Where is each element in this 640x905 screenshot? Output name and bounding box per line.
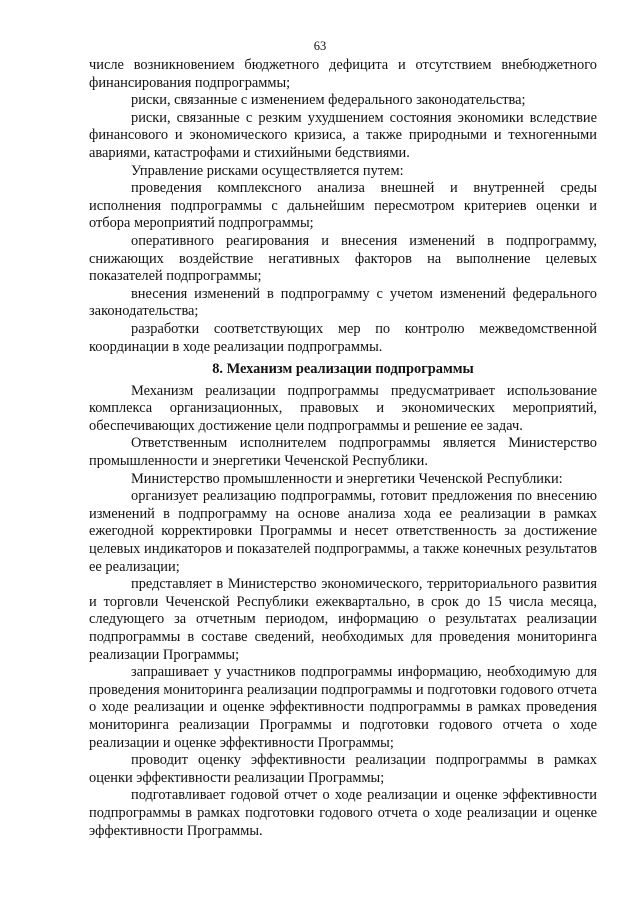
paragraph: разработки соответствующих мер по контролю межведомственной координации в ходе реализации подпрограммы. <box>89 320 597 355</box>
page-number: 63 <box>313 39 327 53</box>
section-heading: 8. Механизм реализации подпрограммы <box>212 361 474 378</box>
paragraph: подготавливает годовой отчет о ходе реализации и оценке эффективности подпрограммы в рамках подготовки годового отчета о ходе реализации и оценке эффективности Программы. <box>89 787 597 839</box>
paragraph: Механизм реализации подпрограммы предусматривает использование комплекса организационных, правовых и экономических мероприятий, обеспечивающих достижение цели подпрограммы и решение ее задач. <box>89 382 597 434</box>
paragraph: Министерство промышленности и энергетики Чеченской Республики: <box>131 470 563 487</box>
paragraph: организует реализацию подпрограммы, готовит предложения по внесению изменений в подпрограмму на основе анализа хода ее реализации в рамках ежегодной корректировки Программы и несет ответственность за достижение целевых индикаторов и показателей подпрограммы, а также конечных результатов ее реализации; <box>89 488 597 575</box>
paragraph: запрашивает у участников подпрограммы информацию, необходимую для проведения мониторинга реализации подпрограммы и подготовки годового отчета о ходе реализации и оценке эффективности подпрограммы в рамках проведения мониторинга реализации Программы и подготовки годового отчета о ходе реализации и оценке эффективности Программы; <box>89 664 597 751</box>
document-body <box>89 57 597 840</box>
paragraph: числе возникновением бюджетного дефицита и отсутствием внебюджетного финансирования подпрограммы; <box>89 57 597 91</box>
paragraph: Управление рисками осуществляется путем: <box>131 162 404 179</box>
paragraph: риски, связанные с резким ухудшением состояния экономики вследствие финансового и экономического кризиса, а также природными и техногенными авариями, катастрофами и стихийными бедствиями. <box>89 109 597 161</box>
paragraph: риски, связанные с изменением федерального законодательства; <box>131 92 526 109</box>
paragraph: проводит оценку эффективности реализации подпрограммы в рамках оценки эффективности реализации Программы; <box>89 752 597 786</box>
section-8-body <box>89 383 597 840</box>
paragraph: внесения изменений в подпрограмму с учетом изменений федерального законодательства; <box>89 285 597 320</box>
paragraph: оперативного реагирования и внесения изменений в подпрограмму, снижающих воздействие негативных факторов на выполнение целевых показателей подпрограммы; <box>89 232 597 285</box>
section-7-continuation <box>89 57 597 356</box>
paragraph: Ответственным исполнителем подпрограммы является Министерство промышленности и энергетики Чеченской Республики. <box>89 435 597 470</box>
paragraph: представляет в Министерство экономического, территориального развития и торговли Чеченской Республики ежеквартально, в срок до 15 числа месяца, следующего за отчетным периодом, информацию о результатах реализации подпрограммы в составе сведений, необходимых для проведения мониторинга реализации Программы; <box>89 576 597 663</box>
paragraph: проведения комплексного анализа внешней и внутренней среды исполнения подпрограммы с дальнейшим пересмотром критериев оценки и отбора мероприятий подпрограммы; <box>89 180 597 232</box>
